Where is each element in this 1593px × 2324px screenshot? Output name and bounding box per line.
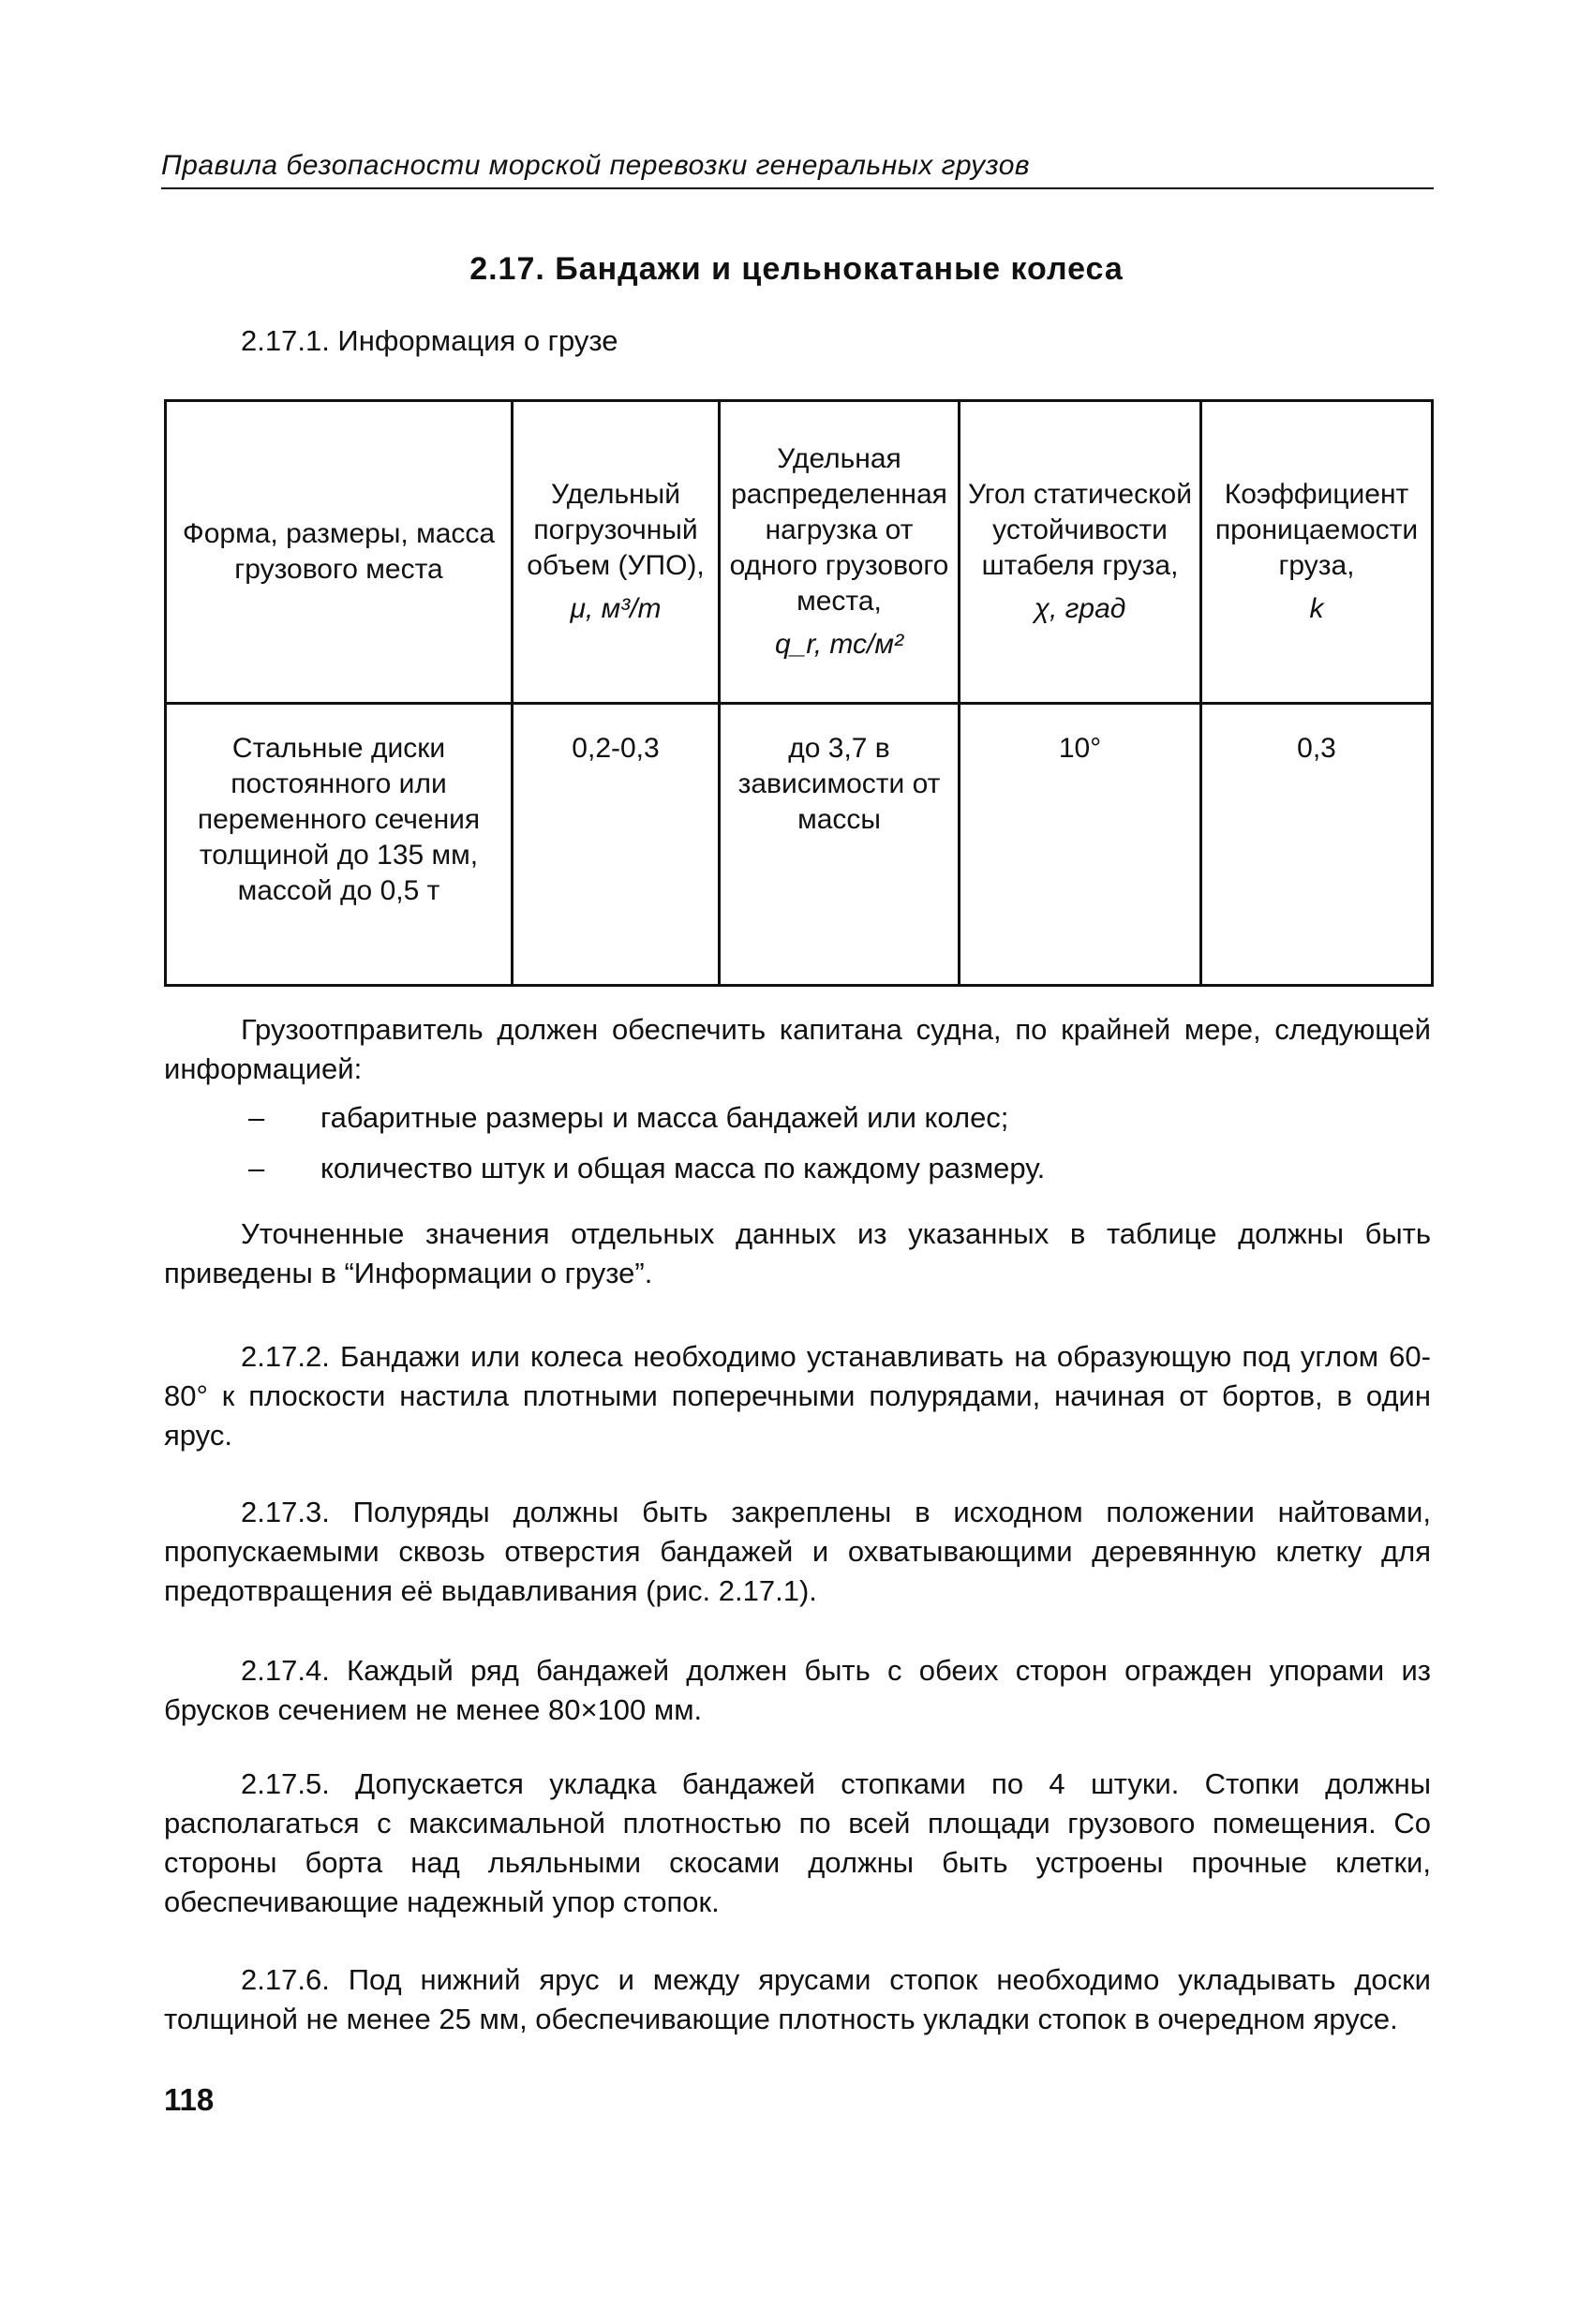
paragraph: 2.17.5. Допускается укладка бандажей стопками по 4 штуки. Стопки должны располагаться с максимальной плотностью по всей площади грузового помещения. Со стороны борта над льяльными скосами должны быть устроены прочные клетки, обеспечивающие надежный упор стопок.	[164, 1767, 1431, 1918]
paragraph: 2.17.2. Бандажи или колеса необходимо устанавливать на образующую под углом 60-80° к плоскости настила плотными поперечными полурядами, начиная от бортов, в один ярус.	[164, 1340, 1431, 1452]
table-row	[166, 704, 1433, 986]
column-header-form	[166, 401, 513, 704]
paragraph-2-17-2	[164, 1337, 1431, 1455]
subsection-title: 2.17.1. Информация о грузе	[241, 324, 618, 357]
paragraph-2-17-5	[164, 1765, 1431, 1922]
column-header-upo	[513, 401, 720, 704]
paragraph: Грузоотправитель должен обеспечить капитана судна, по крайней мере, следующей информацией:	[164, 1013, 1431, 1085]
section-title: 2.17. Бандажи и цельнокатаные колеса	[469, 251, 1124, 287]
paragraph-2-17-3	[164, 1493, 1431, 1611]
column-header-unit: μ, м³/т	[570, 593, 662, 624]
column-header-load	[720, 401, 960, 704]
column-header-label: Удельная распределенная нагрузка от одного грузового места,	[729, 443, 949, 617]
table-header-row	[166, 401, 1433, 704]
column-header-angle	[960, 401, 1201, 704]
paragraph: 2.17.6. Под нижний ярус и между ярусами стопок необходимо укладывать доски толщиной не менее 25 мм, обеспечивающие плотность укладки стопок в очередном ярусе.	[164, 1963, 1431, 2035]
table-cell: Стальные диски постоянного или переменного сечения толщиной до 135 мм, массой до 0,5 т	[166, 704, 513, 986]
paragraph: 2.17.4. Каждый ряд бандажей должен быть с обеих сторон огражден упорами из брусков сечением не менее 80×100 мм.	[164, 1654, 1431, 1726]
column-header-label: Коэффициент проницаемости груза,	[1214, 479, 1419, 581]
column-header-label: Угол статической устойчивости штабеля груза,	[967, 479, 1192, 581]
column-header-unit: χ, град	[1034, 593, 1126, 624]
list-item	[164, 1149, 1431, 1188]
list-item-text: габаритные размеры и масса бандажей или колес;	[320, 1101, 1009, 1134]
column-header-permeability	[1201, 401, 1433, 704]
shipper-info-block	[164, 1010, 1431, 1293]
table-cell: 0,3	[1201, 704, 1433, 986]
running-header: Правила безопасности морской перевозки генеральных грузов	[161, 150, 1434, 189]
paragraph-2-17-6	[164, 1960, 1431, 2039]
table-cell: до 3,7 в зависимости от массы	[720, 704, 960, 986]
column-header-unit: k	[1309, 593, 1324, 624]
page-number: 118	[164, 2082, 215, 2117]
paragraph: Уточненные значения отдельных данных из указанных в таблице должны быть приведены в “Информации о грузе”.	[164, 1217, 1431, 1289]
table-cell: 10°	[960, 704, 1201, 986]
cargo-info-table	[164, 399, 1434, 987]
column-header-label: Форма, размеры, масса грузового места	[182, 518, 496, 585]
list-dash: –	[248, 1101, 265, 1134]
table-cell: 0,2-0,3	[513, 704, 720, 986]
column-header-label: Удельный погрузочный объем (УПО),	[527, 479, 705, 581]
paragraph-2-17-4	[164, 1651, 1431, 1730]
list-dash: –	[248, 1152, 265, 1184]
list-item-text: количество штук и общая масса по каждому размеру.	[320, 1152, 1046, 1184]
paragraph: 2.17.3. Полуряды должны быть закреплены в исходном положении найтовами, пропускаемыми сквозь отверстия бандажей и охватывающими деревянную клетку для предотвращения её выдавливания (рис. 2.17.1).	[164, 1496, 1431, 1607]
list-item	[164, 1098, 1431, 1138]
column-header-unit: q_r, тс/м²	[775, 629, 903, 660]
